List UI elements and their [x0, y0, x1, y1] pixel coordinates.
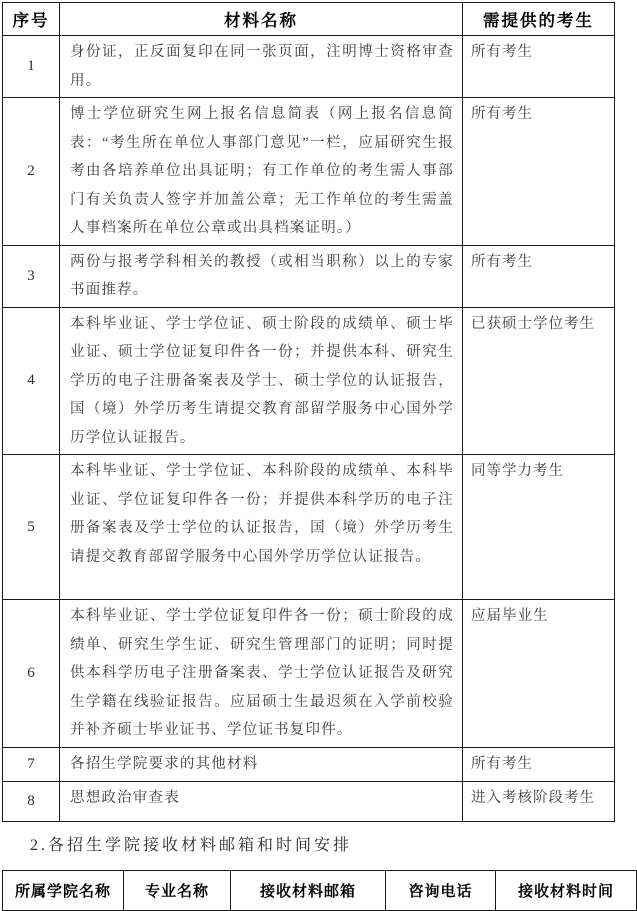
- required-candidates: 所有考生: [463, 98, 615, 246]
- material-name: 本科毕业证、学士学位证、硕士阶段的成绩单、硕士毕业证、硕士学位证复印件各一份；并提供本科、研究生学历的电子注册备案表及学士、硕士学位的认证报告，国（境）外学历考生请提交教育部留学服务中心国外学历学位认证报告。: [60, 307, 463, 455]
- row-number: 4: [3, 307, 60, 455]
- column-header-college-name: 所属学院名称: [3, 870, 124, 910]
- required-candidates: 同等学力考生: [463, 455, 615, 600]
- table-row: [3, 36, 615, 98]
- column-header-receive-time: 接收材料时间: [496, 870, 637, 910]
- row-number: 5: [3, 455, 60, 600]
- material-name: 身份证，正反面复印在同一张页面，注明博士资格审查用。: [60, 36, 463, 98]
- table-row: [3, 781, 615, 821]
- row-number: 6: [3, 600, 60, 748]
- required-candidates: 进入考核阶段考生: [463, 781, 615, 821]
- material-name: 两份与报考学科相关的教授（或相当职称）以上的专家书面推荐。: [60, 245, 463, 307]
- material-name: 本科毕业证、学士学位证、本科阶段的成绩单、本科毕业证、学位证复印件各一份；并提供本科学历的电子注册备案表及学士学位的认证报告，国（境）外学历考生请提交教育部留学服务中心国外学历学位认证报告。: [60, 455, 463, 600]
- material-name: 思想政治审查表: [60, 781, 463, 821]
- schedule-table: [2, 870, 637, 911]
- section-title: 2.各招生学院接收材料邮箱和时间安排: [30, 836, 353, 854]
- required-candidates: 应届毕业生: [463, 600, 615, 748]
- column-header-material-name: 材料名称: [60, 3, 463, 36]
- table-row: [3, 307, 615, 455]
- column-header-number: 序号: [3, 3, 60, 36]
- required-candidates: 所有考生: [463, 748, 615, 782]
- column-header-material-email: 接收材料邮箱: [231, 870, 386, 910]
- document-page: [0, 2, 616, 900]
- column-header-major-name: 专业名称: [124, 870, 231, 910]
- row-number: 1: [3, 36, 60, 98]
- material-name: 博士学位研究生网上报名信息简表（网上报名信息简表：“考生所在单位人事部门意见”一栏，应届研究生报考由各培养单位出具证明；有工作单位的考生需人事部门有关负责人签字并加盖公章；无工作单位的考生需盖人事档案所在单位公章或出具档案证明。）: [60, 98, 463, 246]
- column-header-required-candidates: 需提供的考生: [463, 3, 615, 36]
- required-candidates: 所有考生: [463, 245, 615, 307]
- row-number: 2: [3, 98, 60, 246]
- schedule-header-row: [3, 870, 637, 910]
- row-number: 3: [3, 245, 60, 307]
- table-row: [3, 748, 615, 782]
- column-header-phone: 咨询电话: [386, 870, 496, 910]
- table-row: [3, 600, 615, 748]
- table-row: [3, 455, 615, 600]
- required-candidates: 已获硕士学位考生: [463, 307, 615, 455]
- table-row: [3, 245, 615, 307]
- row-number: 7: [3, 748, 60, 782]
- required-candidates: 所有考生: [463, 36, 615, 98]
- table-row: [3, 98, 615, 246]
- material-name: 各招生学院要求的其他材料: [60, 748, 463, 782]
- materials-header-row: [3, 3, 615, 36]
- materials-table: [2, 2, 615, 822]
- material-name: 本科毕业证、学士学位证复印件各一份；硕士阶段的成绩单、研究生学生证、研究生管理部门的证明；同时提供本科学历电子注册备案表、学士学位认证报告及研究生学籍在线验证报告。应届硕士生最迟须在入学前校验并补齐硕士毕业证书、学位证书复印件。: [60, 600, 463, 748]
- row-number: 8: [3, 781, 60, 821]
